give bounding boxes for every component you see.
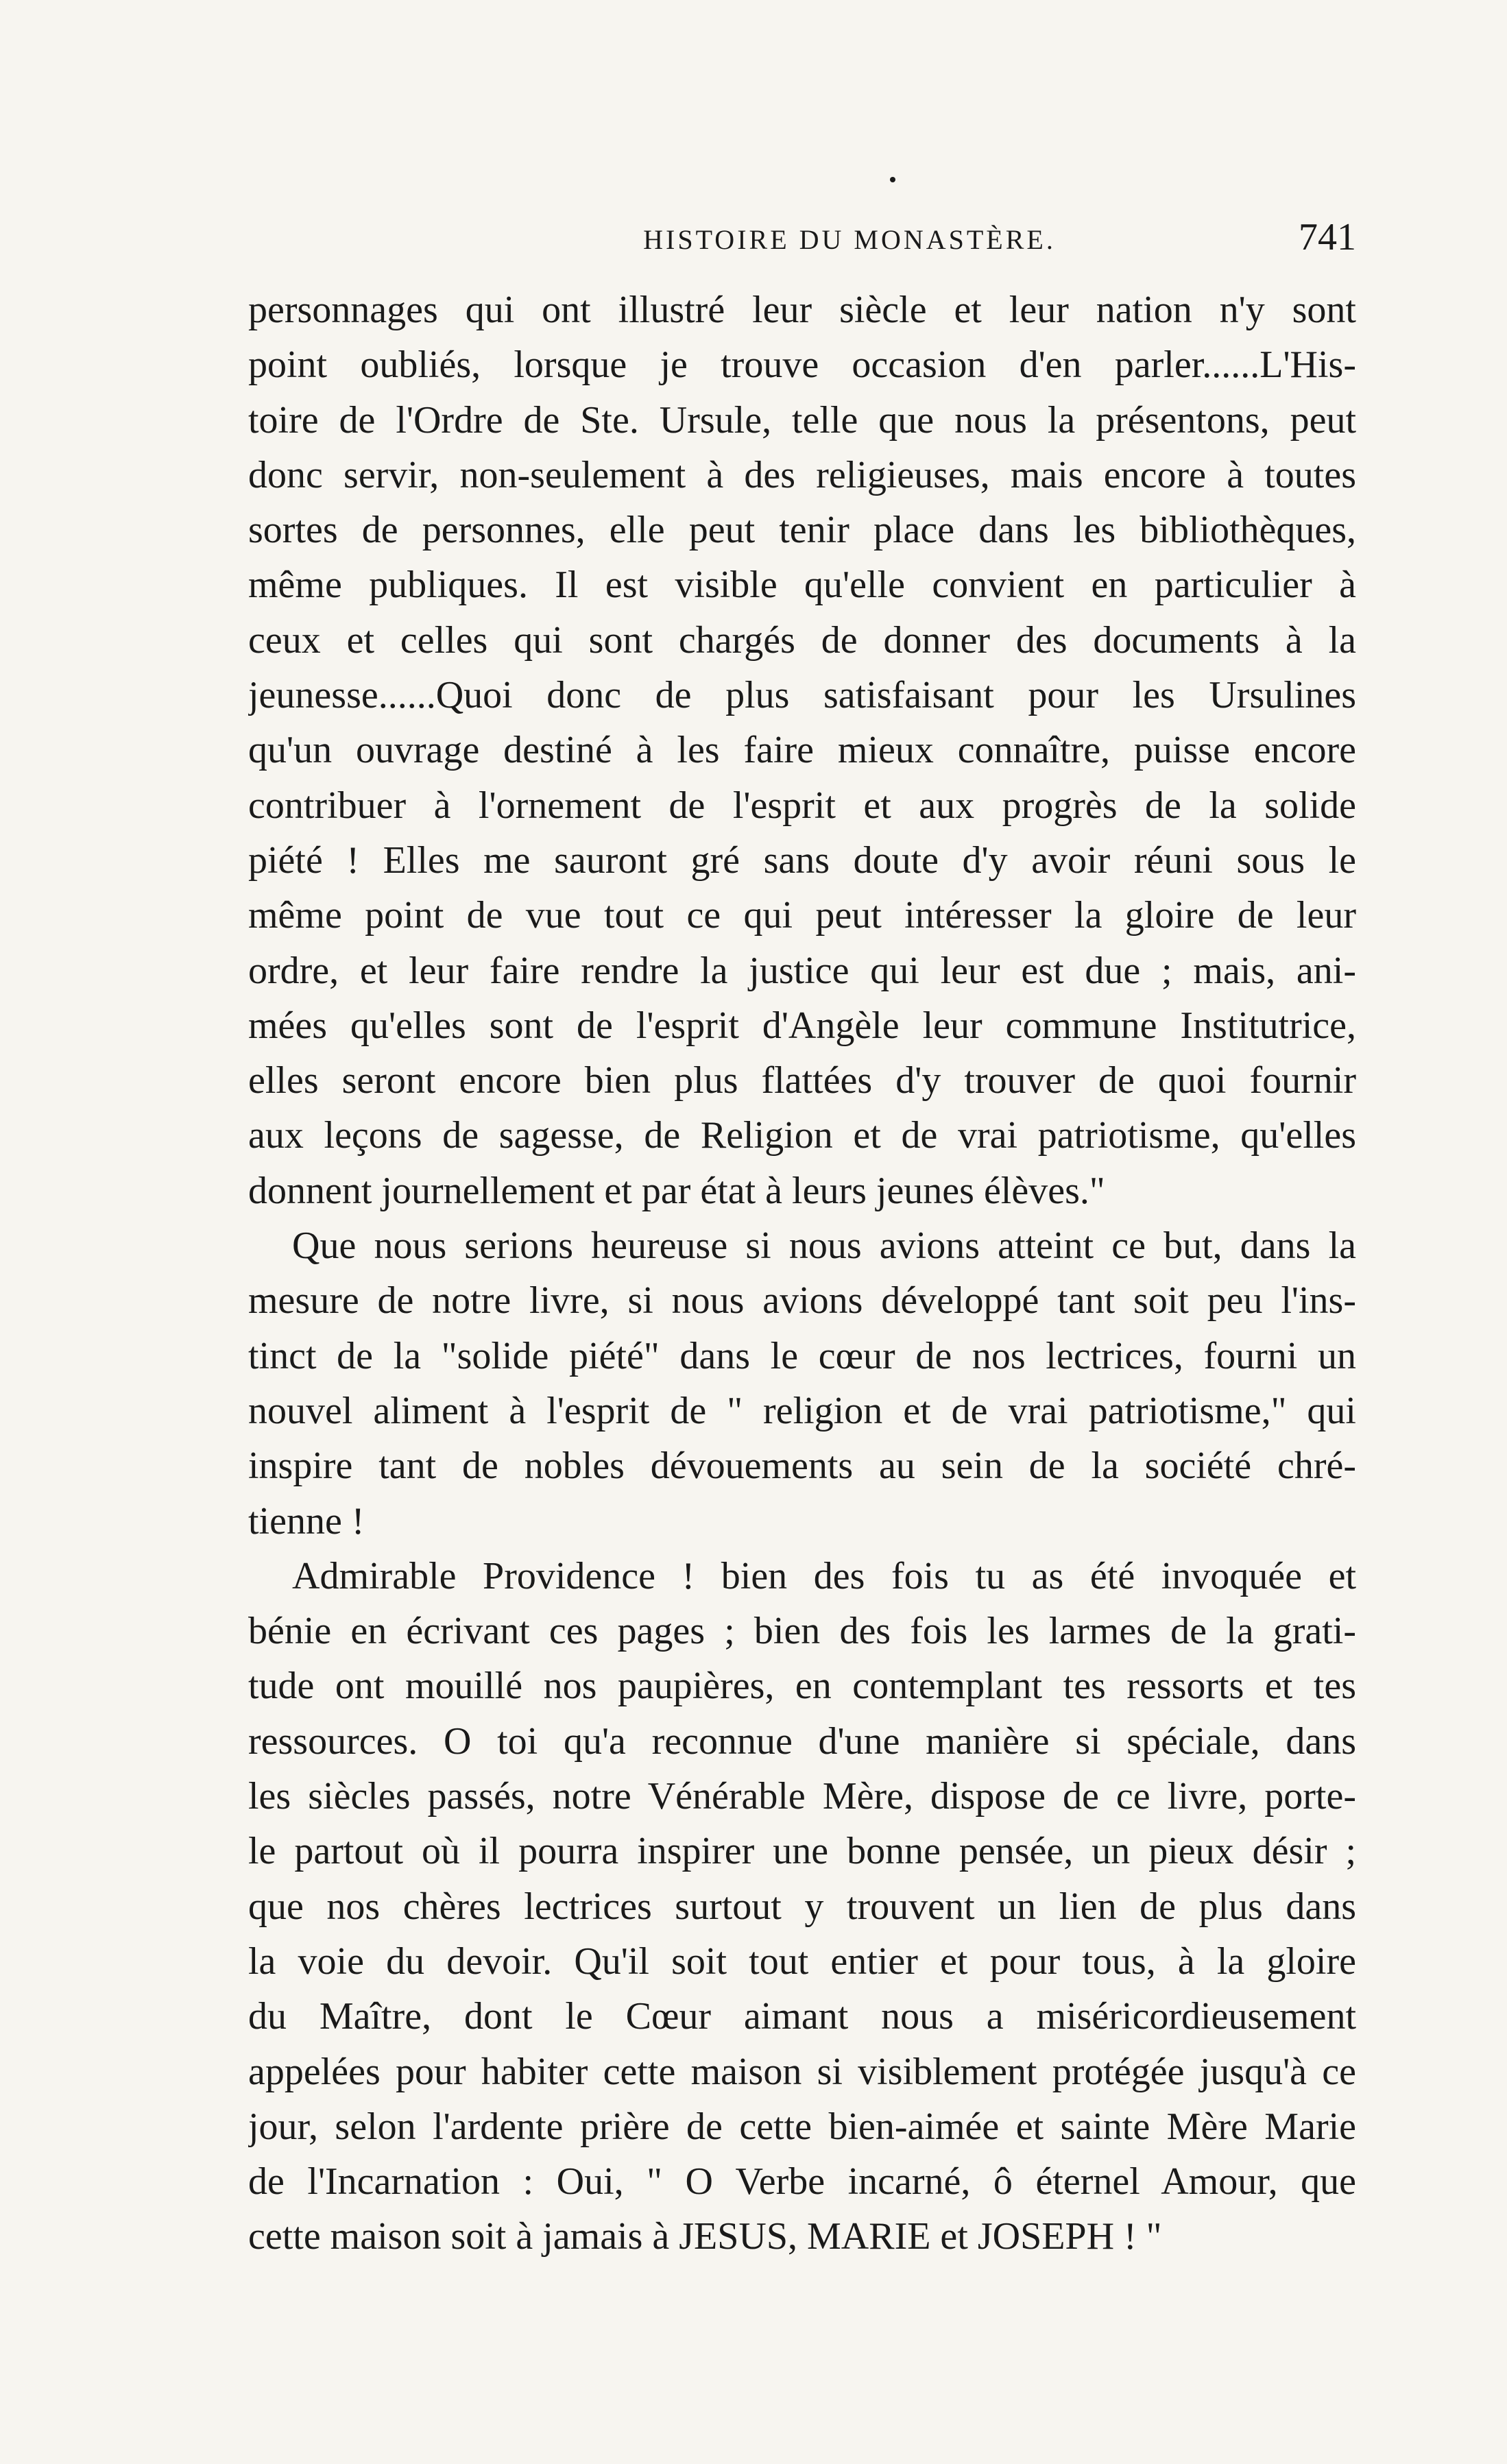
text-line: même point de vue tout ce qui peut intéresser la gloire de leur (248, 894, 1356, 937)
text-line: tude ont mouillé nos paupières, en contemplant tes ressorts et tes (248, 1665, 1356, 1708)
text-line: mesure de notre livre, si nous avions développé tant soit peu l'ins- (248, 1279, 1356, 1322)
text-line: ceux et celles qui sont chargés de donner des documents à la (248, 618, 1356, 662)
decorative-dot (890, 177, 895, 182)
text-line: personnages qui ont illustré leur siècle et leur nation n'y sont (248, 289, 1356, 331)
text-line: que nos chères lectrices surtout y trouvent un lien de plus dans (248, 1885, 1356, 1928)
text-line: piété ! Elles me sauront gré sans doute d'y avoir réuni sous le (248, 838, 1356, 882)
text-line: Que nous serions heureuse si nous avions atteint ce but, dans la (292, 1224, 1356, 1268)
text-line: tinct de la "solide piété" dans le cœur de nos lectrices, fourni un (248, 1334, 1356, 1377)
text-line: bénie en écrivant ces pages ; bien des fois les larmes de la grati- (248, 1610, 1356, 1653)
text-line: Admirable Providence ! bien des fois tu as été invoquée et (292, 1554, 1356, 1597)
text-line: les siècles passés, notre Vénérable Mère, dispose de ce livre, porte- (248, 1775, 1356, 1818)
text-line: tienne ! (248, 1499, 365, 1543)
text-line: jour, selon l'ardente prière de cette bien-aimée et sainte Mère Marie (248, 2105, 1356, 2148)
text-line: ordre, et leur faire rendre la justice qui leur est due ; mais, ani- (248, 949, 1356, 992)
text-line: elles seront encore bien plus flattées d'y trouver de quoi fournir (248, 1059, 1356, 1102)
text-line: donc servir, non-seulement à des religieuses, mais encore à toutes (248, 453, 1356, 496)
text-line: de l'Incarnation : Oui, " O Verbe incarné, ô éternel Amour, que (248, 2160, 1356, 2203)
text-line: donnent journellement et par état à leurs jeunes élèves." (248, 1169, 1105, 1212)
text-line: toire de l'Ordre de Ste. Ursule, telle que nous la présentons, peut (248, 398, 1356, 442)
text-line: mées qu'elles sont de l'esprit d'Angèle leur commune Institutrice, (248, 1004, 1356, 1047)
page-number: 741 (1299, 216, 1356, 258)
text-line: point oubliés, lorsque je trouve occasion d'en parler......L'His- (248, 343, 1356, 387)
running-title: HISTOIRE DU MONASTÈRE. (643, 224, 1056, 255)
text-line: le partout où il pourra inspirer une bonne pensée, un pieux désir ; (248, 1830, 1356, 1873)
text-line: inspire tant de nobles dévouements au sein de la société chré- (248, 1445, 1356, 1488)
body-text (248, 282, 1356, 2264)
text-line: nouvel aliment à l'esprit de " religion et de vrai patriotisme," qui (248, 1389, 1356, 1432)
running-header (247, 218, 1356, 266)
text-line: aux leçons de sagesse, de Religion et de vrai patriotisme, qu'elles (248, 1114, 1356, 1157)
text-line: sortes de personnes, elle peut tenir place dans les bibliothèques, (248, 509, 1356, 552)
text-line: ressources. O toi qu'a reconnue d'une manière si spéciale, dans (248, 1719, 1356, 1763)
text-line: la voie du devoir. Qu'il soit tout entier et pour tous, à la gloire (248, 1940, 1356, 1983)
text-line: contribuer à l'ornement de l'esprit et aux progrès de la solide (248, 784, 1356, 827)
text-line: cette maison soit à jamais à JESUS, MARIE et JOSEPH ! " (248, 2215, 1162, 2258)
text-line: même publiques. Il est visible qu'elle convient en particulier à (248, 564, 1356, 607)
text-line: appelées pour habiter cette maison si visiblement protégée jusqu'à ce (248, 2050, 1356, 2093)
text-line: du Maître, dont le Cœur aimant nous a miséricordieusement (248, 1995, 1356, 2038)
text-line: qu'un ouvrage destiné à les faire mieux connaître, puisse encore (248, 729, 1356, 772)
text-line: jeunesse......Quoi donc de plus satisfaisant pour les Ursulines (248, 674, 1356, 717)
